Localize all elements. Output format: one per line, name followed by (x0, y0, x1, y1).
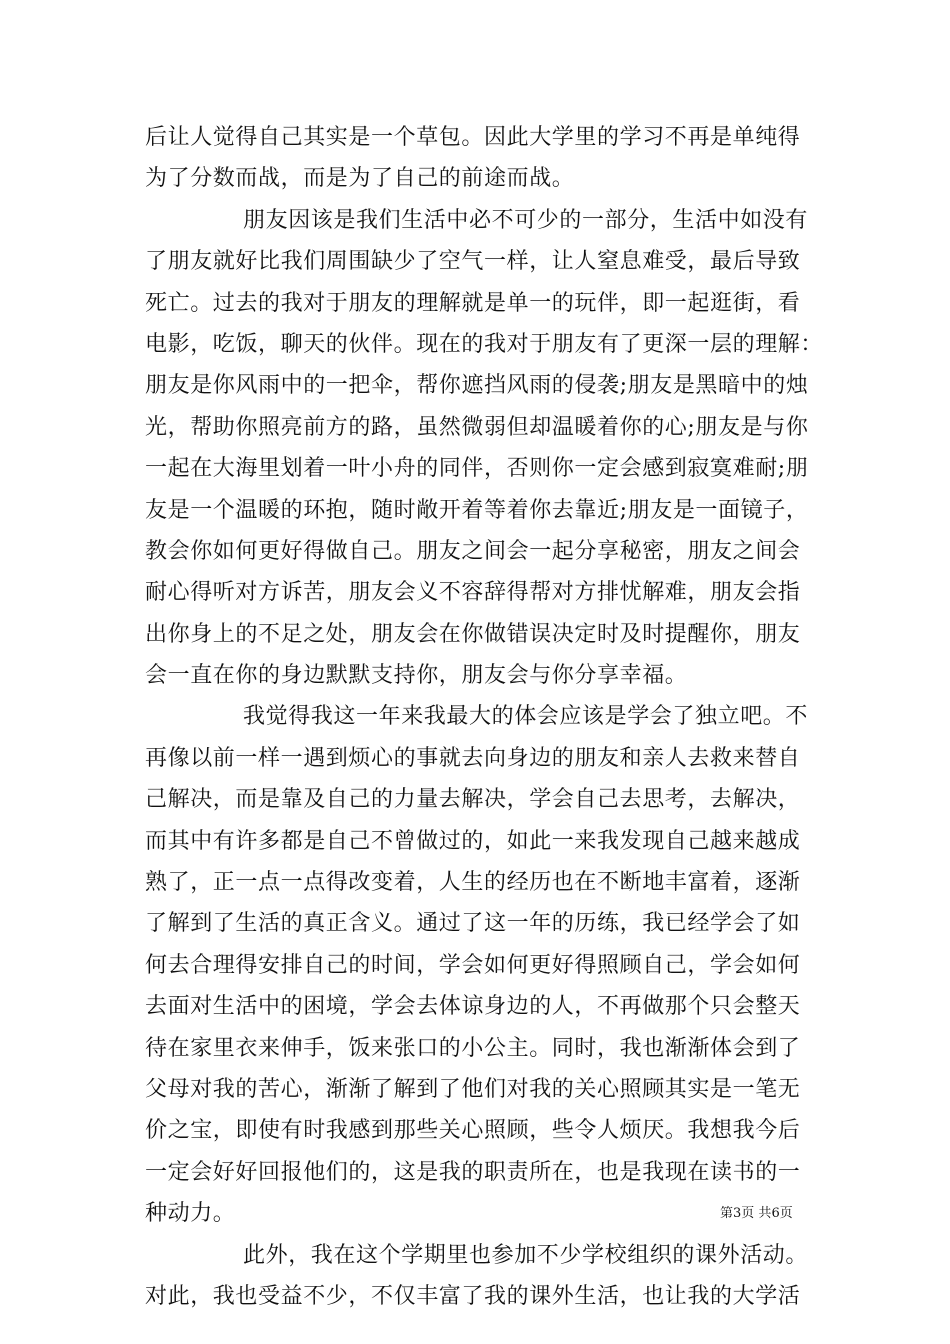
text-line: 死亡。过去的我对于朋友的理解就是单一的玩伴，即一起逛街，看 (145, 290, 801, 316)
text-line: 对此，我也受益不少，不仅丰富了我的课外生活，也让我的大学活 (145, 1283, 801, 1309)
text-line: 会一直在你的身边默默支持你，朋友会与你分享幸福。 (145, 663, 688, 689)
text-line: 一定会好好回报他们的，这是我的职责所在，也是我现在读书的一 (145, 1159, 801, 1185)
footer-middle: 页 共 (741, 1206, 772, 1221)
text-line: 出你身上的不足之处，朋友会在你做错误决定时及时提醒你，朋友 (145, 621, 801, 647)
text-line: 了朋友就好比我们周围缺少了空气一样，让人窒息难受，最后导致 (145, 249, 801, 275)
document-body (145, 117, 824, 1317)
text-line: 为了分数而战，而是为了自己的前途而战。 (145, 166, 575, 192)
text-line: 再像以前一样一遇到烦心的事就去向身边的朋友和亲人去救来替自 (145, 745, 801, 771)
text-line: 价之宝，即使有时我感到那些关心照顾，些令人烦厌。我想我今后 (145, 1118, 801, 1144)
text-line: 光，帮助你照亮前方的路，虽然微弱但却温暖着你的心;朋友是与你 (145, 414, 809, 440)
text-line: 种动力。 (145, 1201, 236, 1227)
text-line: 待在家里衣来伸手，饭来张口的小公主。同时，我也渐渐体会到了 (145, 1035, 801, 1061)
footer-suffix: 页 (779, 1206, 793, 1221)
text-line: 何去合理得安排自己的时间，学会如何更好得照顾自己，学会如何 (145, 952, 801, 978)
footer-prefix: 第 (720, 1206, 734, 1221)
paragraph-start-line: 我觉得我这一年来我最大的体会应该是学会了独立吧。不 (243, 704, 809, 730)
text-line: 了解到了生活的真正含义。通过了这一年的历练，我已经学会了如 (145, 911, 801, 937)
text-line: 而其中有许多都是自己不曾做过的，如此一来我发现自己越来越成 (145, 828, 801, 854)
text-line: 后让人觉得自己其实是一个草包。因此大学里的学习不再是单纯得 (145, 125, 801, 150)
text-line: 教会你如何更好得做自己。朋友之间会一起分享秘密，朋友之间会 (145, 538, 801, 564)
text-line: 己解决，而是靠及自己的力量去解决，学会自己去思考，去解决， (145, 787, 801, 813)
paragraph-start-line: 此外，我在这个学期里也参加不少学校组织的课外活动。 (243, 1242, 809, 1268)
footer-current-page: 3 (733, 1206, 742, 1221)
text-line: 去面对生活中的困境，学会去体谅身边的人，不再做那个只会整天 (145, 994, 801, 1020)
text-line: 一起在大海里划着一叶小舟的同伴，否则你一定会感到寂寞难耐;朋 (145, 456, 809, 482)
text-line: 熟了，正一点一点得改变着，人生的经历也在不断地丰富着，逐渐 (145, 870, 801, 896)
text-line: 电影，吃饭，聊天的伙伴。现在的我对于朋友有了更深一层的理解： (145, 331, 824, 357)
page-number-footer (720, 1205, 810, 1223)
footer-total-pages: 6 (771, 1206, 780, 1221)
text-line: 朋友是你风雨中的一把伞，帮你遮挡风雨的侵袭;朋友是黑暗中的烛 (145, 373, 809, 399)
text-line: 父母对我的苦心，渐渐了解到了他们对我的关心照顾其实是一笔无 (145, 1076, 801, 1102)
paragraph-start-line: 朋友因该是我们生活中必不可少的一部分，生活中如没有 (243, 207, 809, 233)
text-line: 耐心得听对方诉苦，朋友会义不容辞得帮对方排忧解难，朋友会指 (145, 580, 801, 606)
text-line: 友是一个温暖的环抱，随时敞开着等着你去靠近;朋友是一面镜子， (145, 497, 809, 523)
